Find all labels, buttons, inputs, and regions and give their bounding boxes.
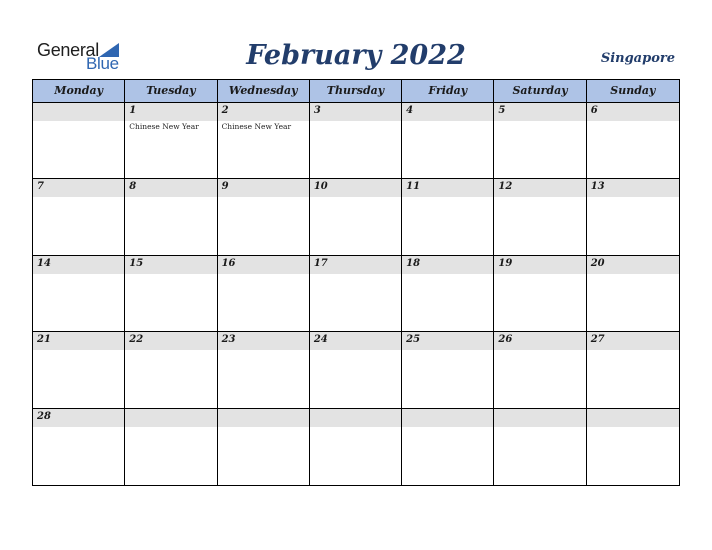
day-cell[interactable] [218,179,310,254]
day-cell[interactable] [494,409,586,485]
day-header-band [402,409,493,427]
week-row [33,179,679,255]
day-number: 25 [406,334,421,346]
day-number: 7 [37,181,44,193]
weekday-tuesday: Tuesday [125,80,217,102]
day-number: 2 [221,105,229,116]
weekday-header-row [33,80,679,103]
weekday-saturday: Saturday [494,80,586,102]
day-cell[interactable] [218,409,310,485]
day-cell[interactable] [33,179,125,254]
day-number: 12 [498,181,513,193]
day-header-band [125,409,216,427]
day-header-band [125,179,216,197]
day-header-band [587,409,679,427]
weekday-thursday: Thursday [310,80,402,102]
day-number: 28 [37,410,51,422]
day-number: 26 [498,334,513,346]
day-cell[interactable] [125,256,217,331]
weekday-friday: Friday [402,80,494,102]
holiday-label: Chinese New Year [221,122,292,131]
day-cell[interactable] [33,409,125,485]
logo-text-general: General [37,40,99,60]
day-cell[interactable] [494,103,586,178]
day-number: 24 [313,334,328,346]
day-cell[interactable] [33,256,125,331]
day-number: 8 [129,181,137,193]
day-cell[interactable] [33,332,125,407]
day-header-band [33,179,124,197]
country-label: Singapore [600,51,675,66]
day-cell[interactable] [218,332,310,407]
day-cell[interactable] [310,103,402,178]
day-cell[interactable] [587,179,679,254]
day-header-band [310,103,401,121]
day-number: 9 [221,181,229,193]
day-cell[interactable] [218,103,310,178]
day-header-band [218,103,309,121]
day-cell[interactable] [310,332,402,407]
week-row [33,256,679,332]
day-cell[interactable] [310,256,402,331]
day-number: 10 [313,181,328,193]
day-header-band [218,409,309,427]
day-number: 22 [129,334,144,346]
day-header-band [587,103,679,121]
day-number: 3 [313,105,321,116]
day-header-band [494,409,585,427]
day-cell[interactable] [310,409,402,485]
day-cell[interactable] [494,256,586,331]
day-number: 27 [590,334,605,346]
weekday-sunday: Sunday [610,84,656,97]
calendar-grid [32,79,680,486]
day-cell[interactable] [587,332,679,407]
week-row [33,103,679,179]
day-number: 20 [590,257,605,269]
day-number: 1 [129,105,137,116]
weeks-container [33,103,679,485]
day-number: 23 [221,334,236,346]
week-row [33,409,679,485]
day-number: 16 [221,257,236,269]
day-header-band [402,103,493,121]
calendar-title: February 2022 [246,40,466,71]
day-cell[interactable] [587,409,679,485]
day-cell[interactable] [125,179,217,254]
day-cell[interactable] [33,103,125,178]
holiday-label: Chinese New Year [129,122,199,131]
day-header-band [125,103,216,121]
day-cell[interactable] [587,256,679,331]
day-number: 19 [498,257,513,269]
day-number: 6 [590,105,598,116]
week-row [33,332,679,408]
day-cell[interactable] [310,179,402,254]
day-number: 4 [406,105,414,116]
day-cell[interactable] [402,103,494,178]
day-number: 21 [37,334,51,346]
day-cell[interactable] [587,103,679,178]
day-number: 14 [37,257,51,269]
day-cell[interactable] [125,409,217,485]
day-number: 17 [313,257,328,269]
weekday-monday: Monday [33,80,125,102]
day-number: 13 [590,181,605,193]
day-cell[interactable] [125,103,217,178]
day-header-band [310,409,401,427]
day-cell[interactable] [402,332,494,407]
day-cell[interactable] [494,332,586,407]
day-cell[interactable] [402,256,494,331]
logo-text-blue: Blue [86,54,119,73]
day-cell[interactable] [402,409,494,485]
day-header-band [494,103,585,121]
day-header-band [33,103,124,121]
weekday-wednesday: Wednesday [218,80,310,102]
day-header-band [218,179,309,197]
day-cell[interactable] [494,179,586,254]
day-cell[interactable] [402,179,494,254]
day-cell[interactable] [125,332,217,407]
day-cell[interactable] [218,256,310,331]
day-number: 15 [129,257,144,269]
day-number: 18 [406,257,421,269]
day-number: 5 [498,105,506,116]
day-number: 11 [406,181,421,193]
